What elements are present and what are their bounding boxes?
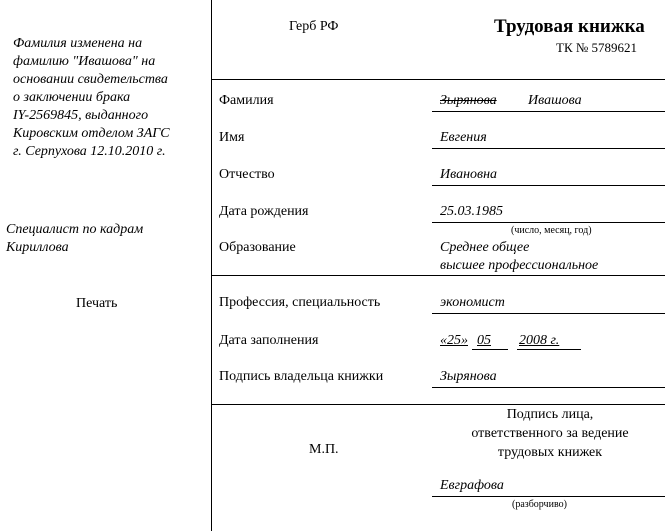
owner-sign-label: Подпись владельца книжки — [219, 369, 384, 384]
document-title: Трудовая книжка — [494, 16, 645, 37]
stamp-label: Печать — [76, 296, 118, 311]
name-change-line: основании свидетельства — [13, 72, 168, 87]
emblem-label: Герб РФ — [289, 19, 339, 34]
filldate-label: Дата заполнения — [219, 333, 319, 348]
surname-label: Фамилия — [219, 93, 274, 108]
birthdate-label: Дата рождения — [219, 204, 309, 219]
responsible-line: ответственного за ведение — [471, 426, 629, 441]
name-value: Евгения — [440, 130, 487, 145]
surname-old: Зырянова — [440, 93, 497, 108]
filldate-year: 2008 г. — [519, 333, 560, 348]
owner-sign-value: Зырянова — [440, 369, 497, 384]
education-label: Образование — [219, 240, 296, 255]
filldate-day: «25» — [440, 333, 468, 348]
name-change-line: IY-2569845, выданного — [13, 108, 149, 123]
name-change-line: фамилию "Ивашова" на — [13, 54, 156, 69]
birthdate-underline — [432, 222, 665, 223]
header-divider — [211, 79, 665, 80]
name-change-line: о заключении брака — [13, 90, 131, 105]
education-value-2: высшее профессиональное — [440, 258, 599, 273]
profession-label: Профессия, специальность — [219, 295, 381, 310]
name-underline — [432, 148, 665, 149]
patronymic-underline — [432, 185, 665, 186]
responsible-underline — [432, 496, 665, 497]
responsible-line: трудовых книжек — [497, 445, 603, 460]
surname-underline — [432, 111, 665, 112]
filldate-month-underline — [472, 349, 508, 350]
responsible-label — [445, 405, 655, 462]
patronymic-label: Отчество — [219, 167, 275, 182]
name-change-line: Кировским отделом ЗАГС — [13, 126, 170, 141]
name-change-note — [13, 35, 170, 161]
responsible-name: Евграфова — [440, 478, 504, 493]
filldate-year-underline — [517, 349, 581, 350]
patronymic-value: Ивановна — [440, 167, 498, 182]
responsible-line: Подпись лица, — [506, 407, 594, 422]
name-change-line: г. Серпухова 12.10.2010 г. — [13, 144, 166, 159]
owner-sign-underline — [432, 387, 665, 388]
responsible-hint: (разборчиво) — [512, 499, 567, 510]
specialist-title: Специалист по кадрам — [6, 222, 144, 237]
education-value-1: Среднее общее — [440, 240, 530, 255]
specialist-block — [6, 221, 143, 257]
birthdate-hint: (число, месяц, год) — [511, 225, 592, 236]
specialist-name: Кириллова — [6, 240, 69, 255]
birthdate-value: 25.03.1985 — [440, 204, 503, 219]
section-divider — [211, 275, 665, 276]
surname-new: Ивашова — [528, 93, 582, 108]
name-label: Имя — [219, 130, 245, 145]
profession-underline — [432, 313, 665, 314]
filldate-month: 05 — [477, 333, 491, 348]
profession-value: экономист — [440, 295, 505, 310]
name-change-line: Фамилия изменена на — [13, 36, 143, 51]
mp-label: М.П. — [309, 442, 339, 457]
document-number: ТК № 5789621 — [556, 40, 638, 55]
